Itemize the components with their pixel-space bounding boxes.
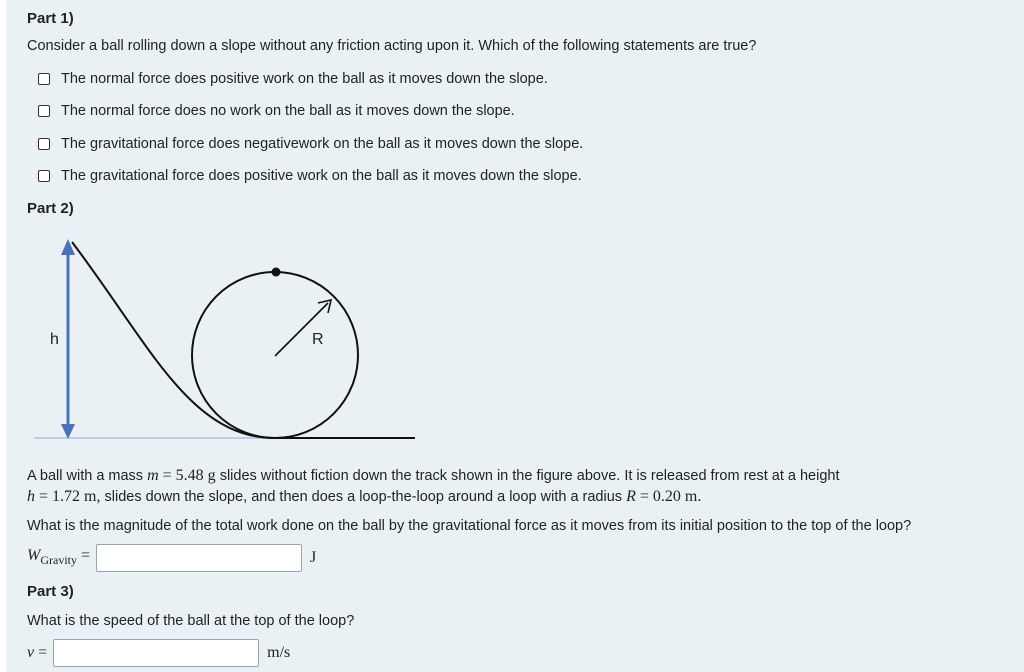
radius-variable: R bbox=[626, 488, 636, 505]
mass-expression: m = 5.48 g bbox=[147, 467, 216, 484]
mass-value: 5.48 g bbox=[175, 467, 216, 484]
mass-variable: m bbox=[147, 467, 159, 484]
part3-answer-row bbox=[27, 639, 290, 667]
option-4-label: The gravitational force does positive work on the ball as it moves down the slope. bbox=[61, 168, 582, 184]
speed-unit: m/s bbox=[267, 644, 291, 661]
option-1-label: The normal force does positive work on the ball as it moves down the slope. bbox=[61, 71, 548, 87]
part1-question: Consider a ball rolling down a slope without any friction acting upon it. Which of the following statements are true? bbox=[27, 38, 757, 54]
slope-track bbox=[72, 242, 275, 438]
work-gravity-input[interactable] bbox=[96, 544, 302, 572]
work-unit: J bbox=[310, 549, 317, 566]
height-expression: h = 1.72 m, bbox=[27, 488, 101, 505]
option-2-label: The normal force does no work on the ball as it moves down the slope. bbox=[61, 103, 515, 119]
radius-label: R bbox=[312, 331, 324, 348]
speed-variable: v bbox=[27, 644, 35, 661]
radius-expression: R = 0.20 m. bbox=[626, 488, 702, 505]
part2-answer-row bbox=[27, 544, 316, 572]
speed-input[interactable] bbox=[53, 639, 259, 667]
height-label: h bbox=[50, 331, 59, 348]
desc1-text-b: slides without fiction down the track shown in the figure above. It is released from rest at a height bbox=[215, 468, 840, 484]
work-gravity-label: $W_{Gravity}$ = bbox=[27, 547, 91, 568]
height-variable: h bbox=[27, 488, 35, 505]
radius-arrow-shaft bbox=[275, 303, 328, 356]
option-3-label: The gravitational force does negativework on the ball as it moves down the slope. bbox=[61, 136, 584, 152]
desc1-text-a: A ball with a mass bbox=[27, 468, 148, 484]
height-arrow-top-head bbox=[61, 239, 75, 255]
desc2-text-b: slides down the slope, and then does a loop-the-loop around a loop with a radius bbox=[100, 489, 627, 505]
part3-question: What is the speed of the ball at the top of the loop? bbox=[27, 613, 355, 629]
part3-title: Part 3) bbox=[27, 583, 74, 600]
height-value: 1.72 m, bbox=[52, 488, 101, 505]
part2-title: Part 2) bbox=[27, 200, 74, 217]
work-variable: W bbox=[27, 547, 41, 565]
height-arrow-bottom-head bbox=[61, 424, 75, 439]
speed-label: v = bbox=[27, 644, 48, 661]
ball bbox=[272, 268, 281, 277]
work-subscript: Gravity bbox=[40, 553, 77, 568]
part2-description-line2 bbox=[27, 488, 701, 506]
part1-title: Part 1) bbox=[27, 10, 74, 27]
radius-value: 0.20 m. bbox=[652, 488, 702, 505]
part2-description-line1 bbox=[27, 467, 840, 485]
part2-question: What is the magnitude of the total work done on the ball by the gravitational force as it moves from its initial position to the top of the loop? bbox=[27, 518, 912, 534]
